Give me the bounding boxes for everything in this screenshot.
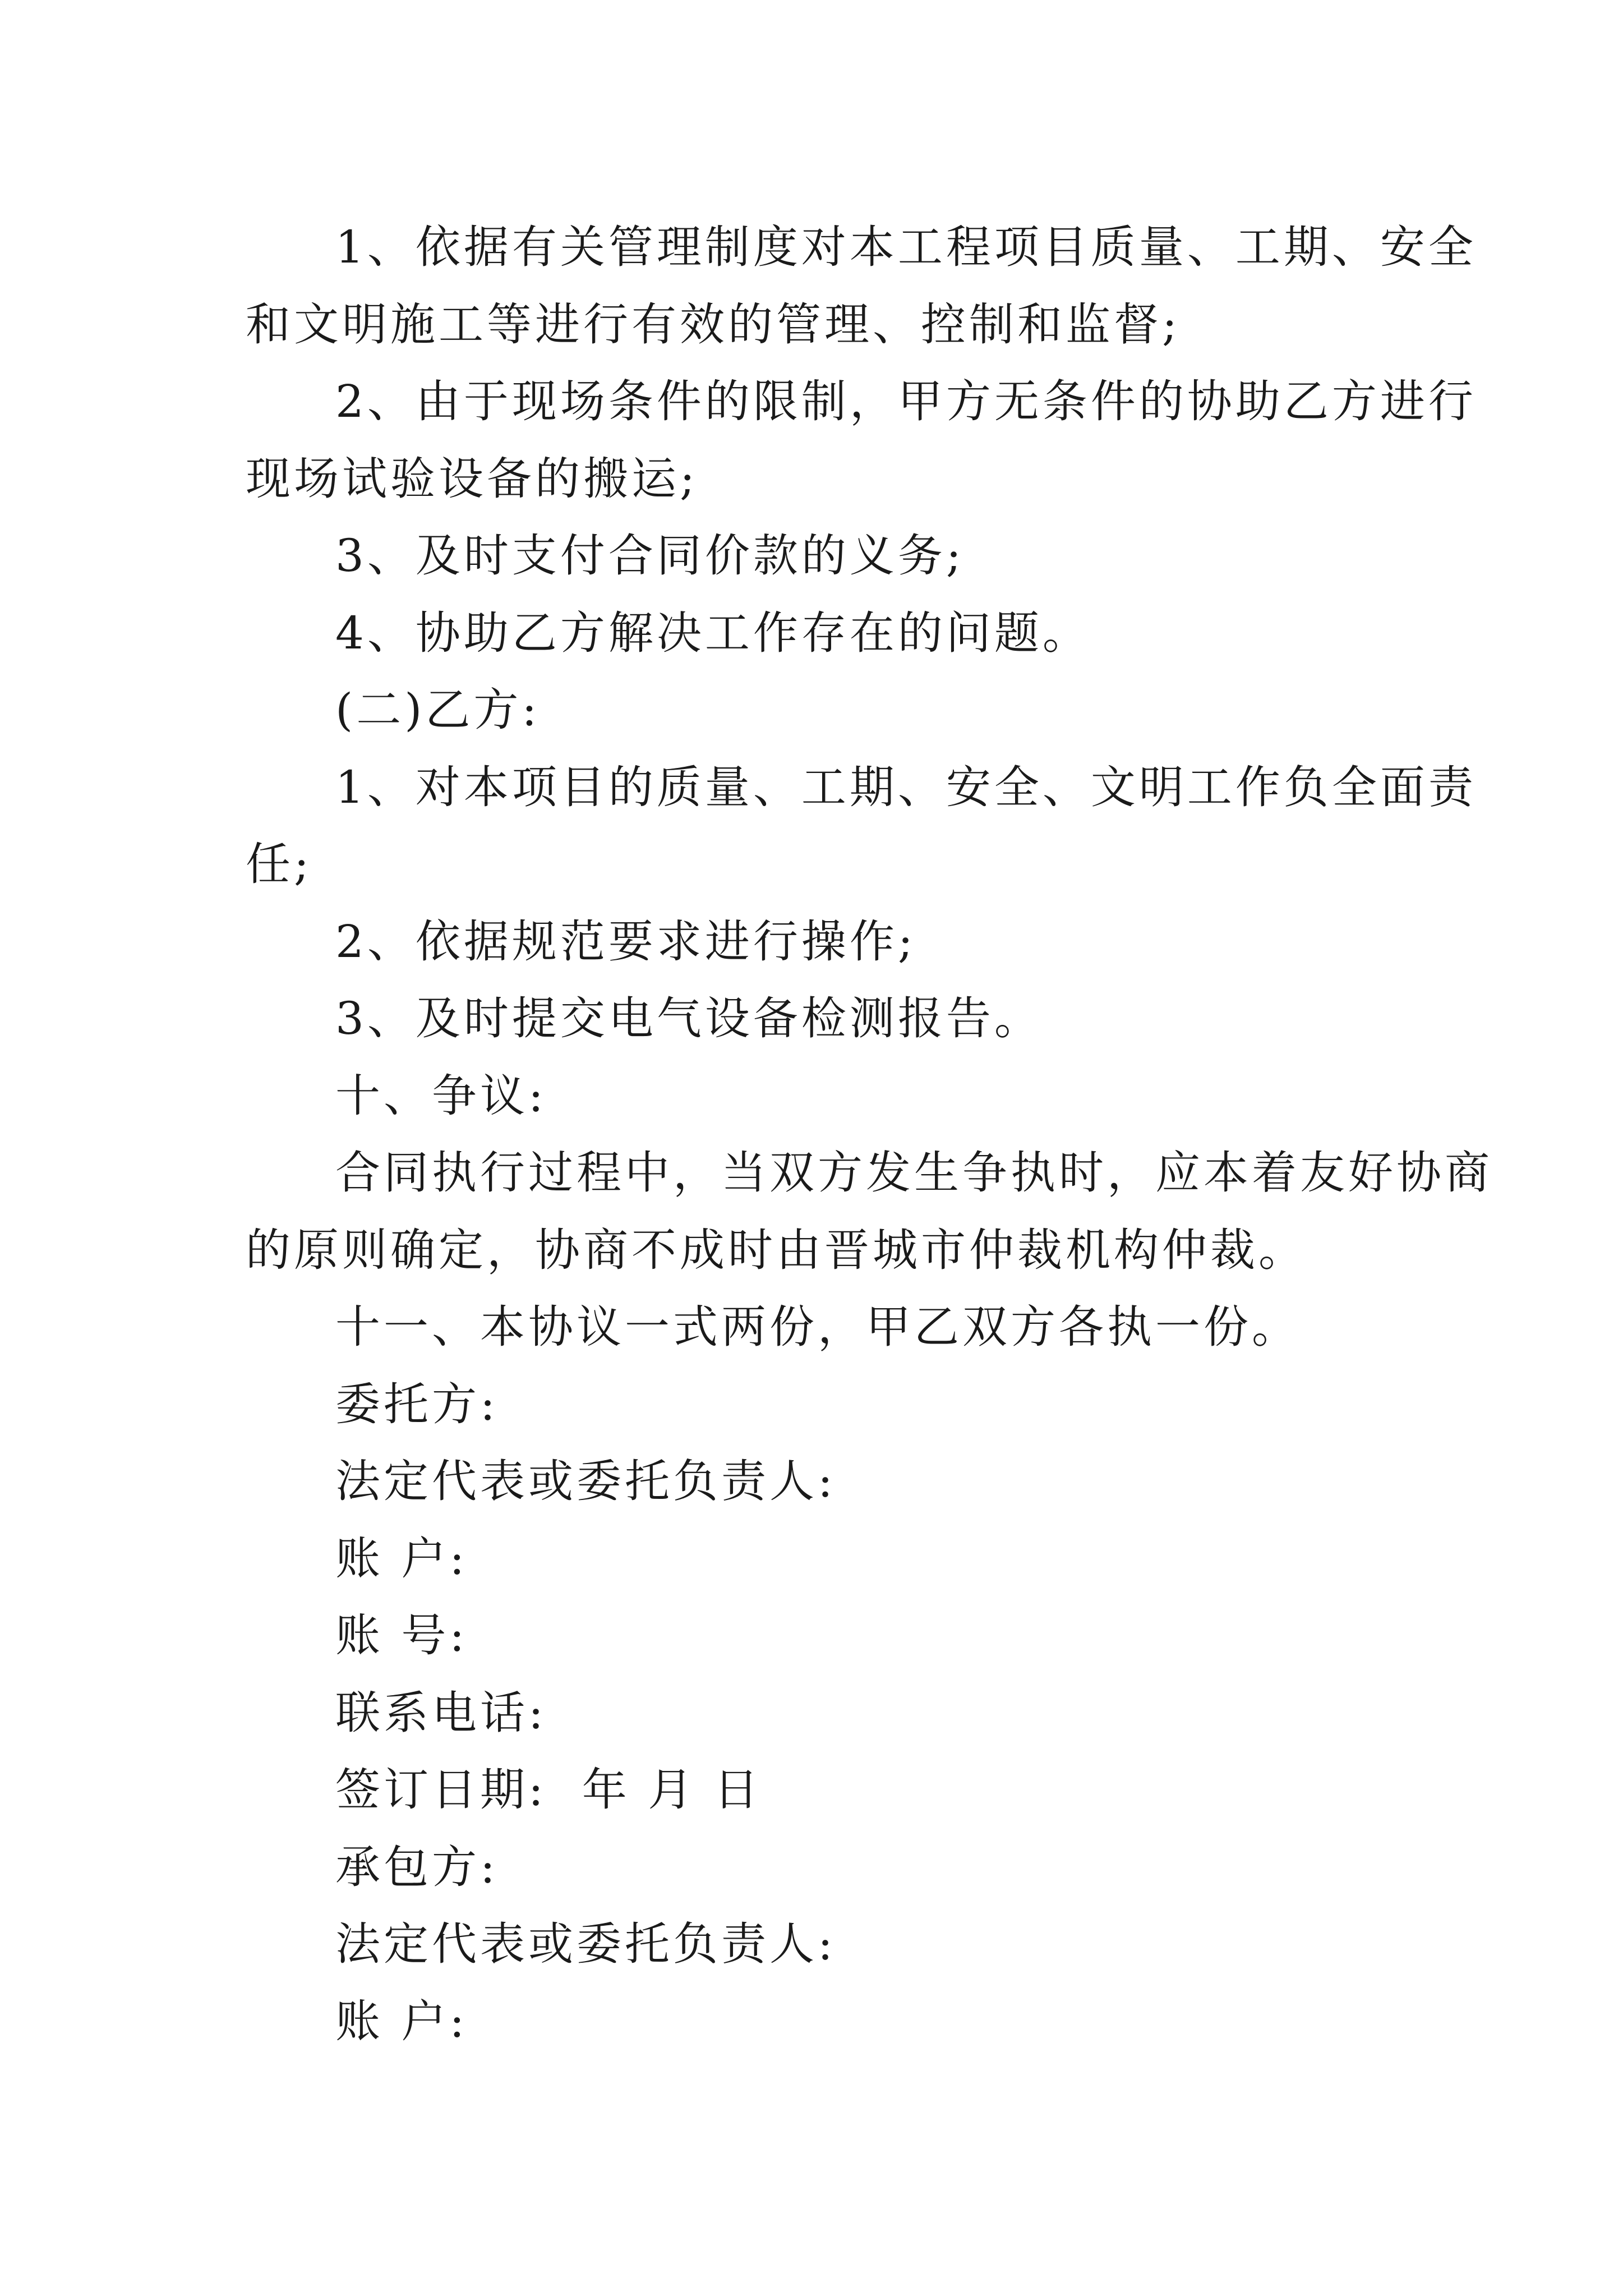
- paragraph: [246, 1134, 1493, 1289]
- text-line: 1、对本项目的质量、工期、安全、文明工作负全面责: [335, 761, 1477, 813]
- text-line: 合同执行过程中，当双方发生争执时，应本着友好协商: [335, 1147, 1493, 1199]
- text-line: 2、依据规范要求进行操作;: [335, 915, 916, 968]
- text-line: 十、争议:: [335, 1069, 547, 1122]
- text-line: 签订日期: 年 月 日: [335, 1764, 762, 1816]
- signature-field: [246, 1443, 1390, 1520]
- text-line: 账 户:: [335, 1532, 468, 1585]
- text-line: 账 号:: [335, 1609, 468, 1662]
- signature-field: [246, 1674, 1390, 1752]
- text-line: 十一、本协议一式两份，甲乙双方各执一份。: [335, 1301, 1300, 1353]
- paragraph: [246, 517, 1390, 595]
- text-line: 和文明施工等进行有效的管理、控制和监督;: [246, 298, 1181, 351]
- text-line: 4、协助乙方解决工作存在的问题。: [335, 606, 1091, 659]
- text-line: 2、由于现场条件的限制，甲方无条件的协助乙方进行: [335, 375, 1477, 427]
- signature-field: [246, 1829, 1390, 1906]
- text-line: 委托方:: [335, 1378, 499, 1430]
- paragraph: [246, 209, 1477, 363]
- text-line: 承包方:: [335, 1841, 499, 1893]
- section-heading: [246, 671, 1390, 749]
- text-line: 联系电话:: [335, 1686, 547, 1739]
- text-line: 法定代表或委托负责人:: [335, 1918, 836, 1970]
- signature-field: [246, 1751, 1390, 1829]
- paragraph: [246, 1289, 1390, 1366]
- signature-field: [246, 1520, 1390, 1598]
- paragraph: [246, 980, 1390, 1057]
- paragraph: [246, 595, 1390, 672]
- signature-field: [246, 1906, 1390, 1983]
- signature-field: [246, 1597, 1390, 1674]
- text-line: 账 户:: [335, 1995, 468, 2047]
- text-line: 法定代表或委托负责人:: [335, 1455, 836, 1507]
- text-line: 3、及时支付合同价款的义务;: [335, 530, 965, 582]
- signature-field: [246, 1366, 1390, 1443]
- text-line: 的原则确定，协商不成时由晋城市仲裁机构仲裁。: [246, 1223, 1307, 1276]
- paragraph: [246, 749, 1477, 903]
- text-line: 现场试验设备的搬运;: [246, 452, 698, 505]
- signature-field: [246, 1983, 1390, 2060]
- text-line: 1、依据有关管理制度对本工程项目质量、工期、安全: [335, 221, 1477, 273]
- text-line: 任;: [246, 838, 312, 890]
- text-line: 3、及时提交电气设备检测报告。: [335, 992, 1043, 1045]
- section-heading: [246, 1057, 1390, 1135]
- text-line: (二)乙方:: [335, 684, 541, 736]
- paragraph: [246, 903, 1390, 981]
- document-body: [246, 209, 1493, 2060]
- paragraph: [246, 363, 1477, 517]
